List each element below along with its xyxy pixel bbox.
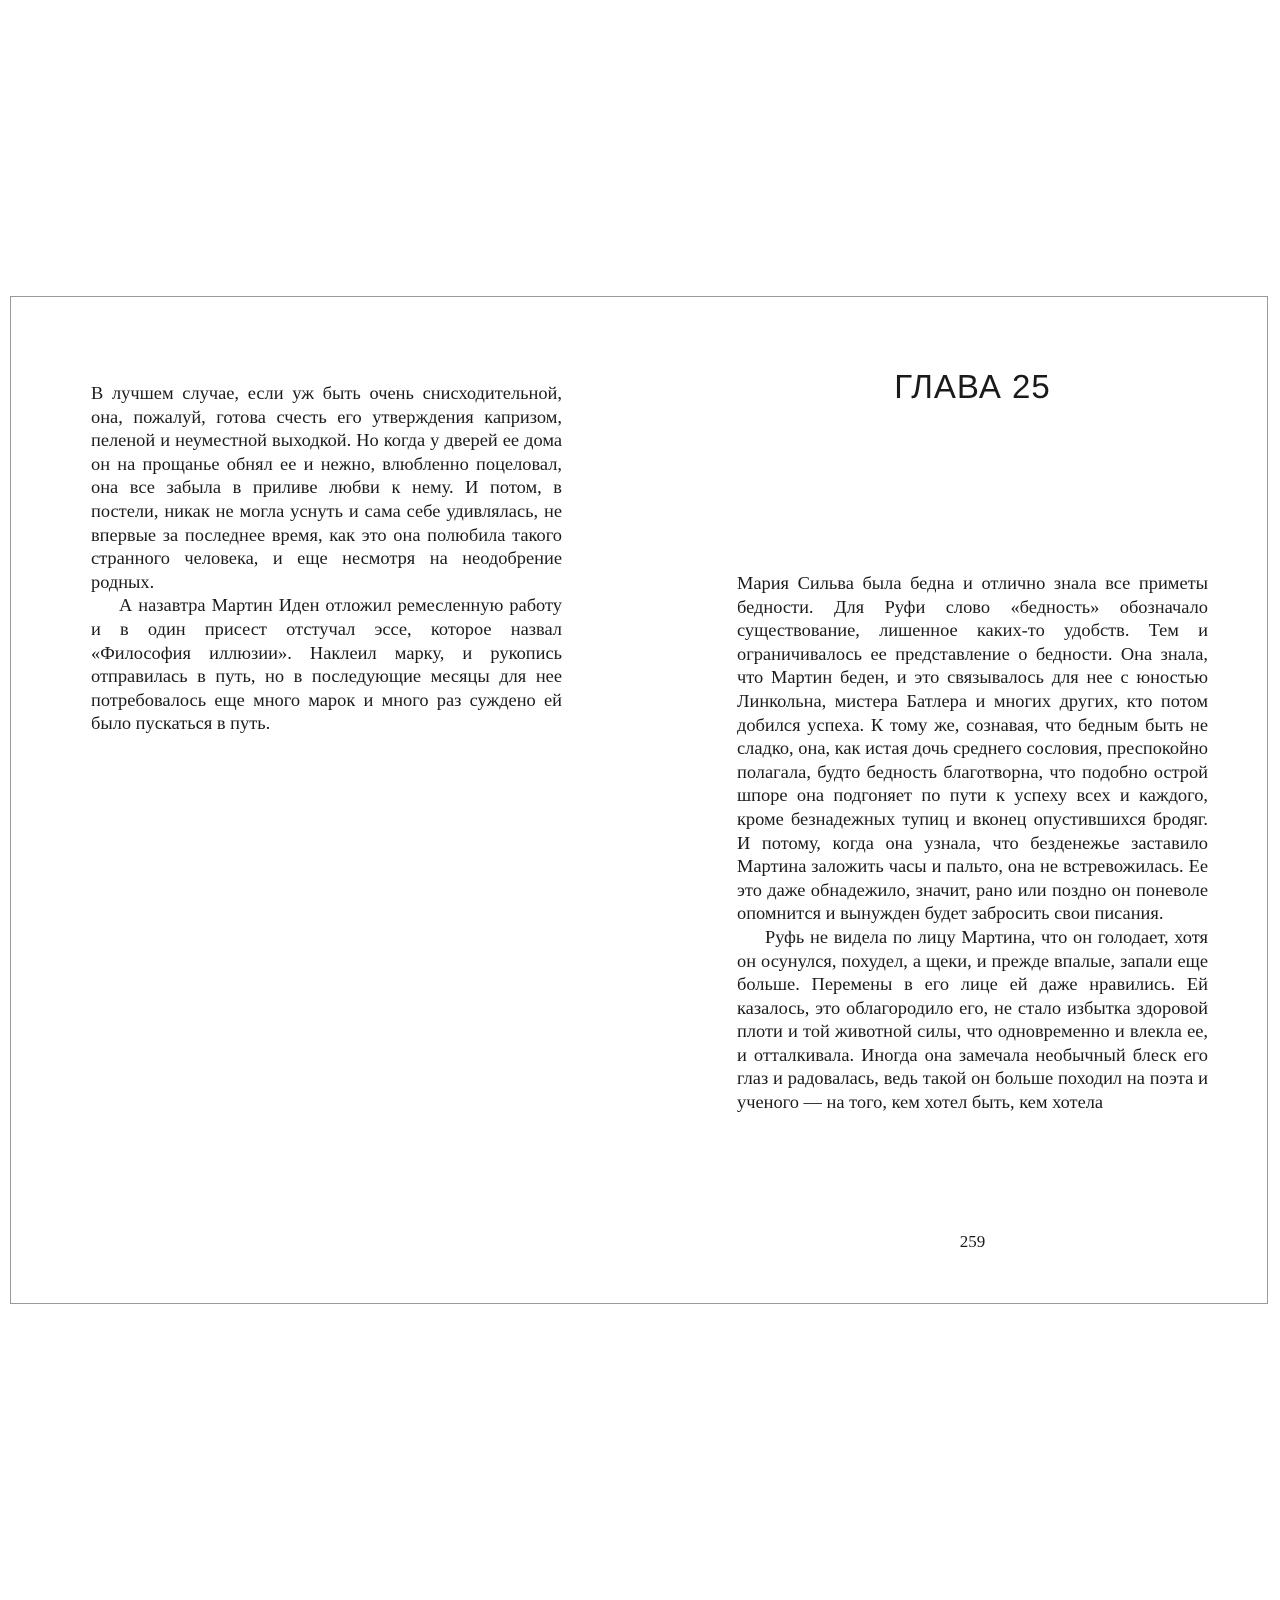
chapter-title: ГЛАВА 25 bbox=[894, 368, 1051, 405]
right-page bbox=[640, 297, 1269, 1303]
page-number: 259 bbox=[959, 1232, 986, 1251]
paragraph: А назавтра Мартин Иден отложил ремесленную работу и в один присест отстучал эссе, которое назвал «Философия иллюзии». Наклеил марку, и рукопись отправилась в путь, но в последующие месяцы для нее потребовалось еще много марок и много раз суждено ей было пускаться в путь. bbox=[91, 595, 562, 734]
left-page-text bbox=[91, 382, 562, 736]
right-page-text bbox=[737, 572, 1208, 1115]
left-page bbox=[11, 297, 640, 1303]
paragraph: Руфь не видела по лицу Мартина, что он голодает, хотя он осунулся, похудел, а щеки, и прежде впалые, запали еще больше. Перемены в его лице ей даже нравились. Ей казалось, это облагородило его, не стало избытка здоровой плоти и той животной силы, что одновременно и влекла ее, и отталкивала. Иногда она замечала необычный блеск его глаз и радовалась, ведь такой он больше походил на поэта и ученого — на того, кем хотел быть, кем хотела bbox=[737, 926, 1208, 1113]
book-spread bbox=[10, 296, 1268, 1304]
paragraph: В лучшем случае, если уж быть очень снисходительной, она, пожалуй, готова счесть его утверждения капризом, пеленой и неуместной выходкой. Но когда у дверей ее дома он на прощанье обнял ее и нежно, влюбленно поцеловал, она все забыла в приливе любви к нему. И потом, в постели, никак не могла уснуть и сама себе удивлялась, не впервые за последнее время, как это она полюбила такого странного человека, и еще несмотря на неодобрение родных. bbox=[91, 383, 562, 592]
paragraph: Мария Сильва была бедна и отлично знала все приметы бедности. Для Руфи слово «бедность» обозначало существование, лишенное каких-то удобств. Тем и ограничивалось ее представление о бедности. Она знала, что Мартин беден, и это связывалось для нее с юностью Линкольна, мистера Батлера и многих других, кто потом добился успеха. К тому же, сознавая, что бедным быть не сладко, она, как истая дочь среднего сословия, преспокойно полагала, будто бедность благотворна, что подобно острой шпоре она подгоняет по пути к успеху всех и каждого, кроме безнадежных тупиц и вконец опустившихся бродяг. И потому, когда она узнала, что безденежье заставило Мартина заложить часы и пальто, она не встревожилась. Ее это даже обнадежило, значит, рано или поздно он поневоле опомнится и вынужден будет забросить свои писания. bbox=[737, 573, 1208, 924]
